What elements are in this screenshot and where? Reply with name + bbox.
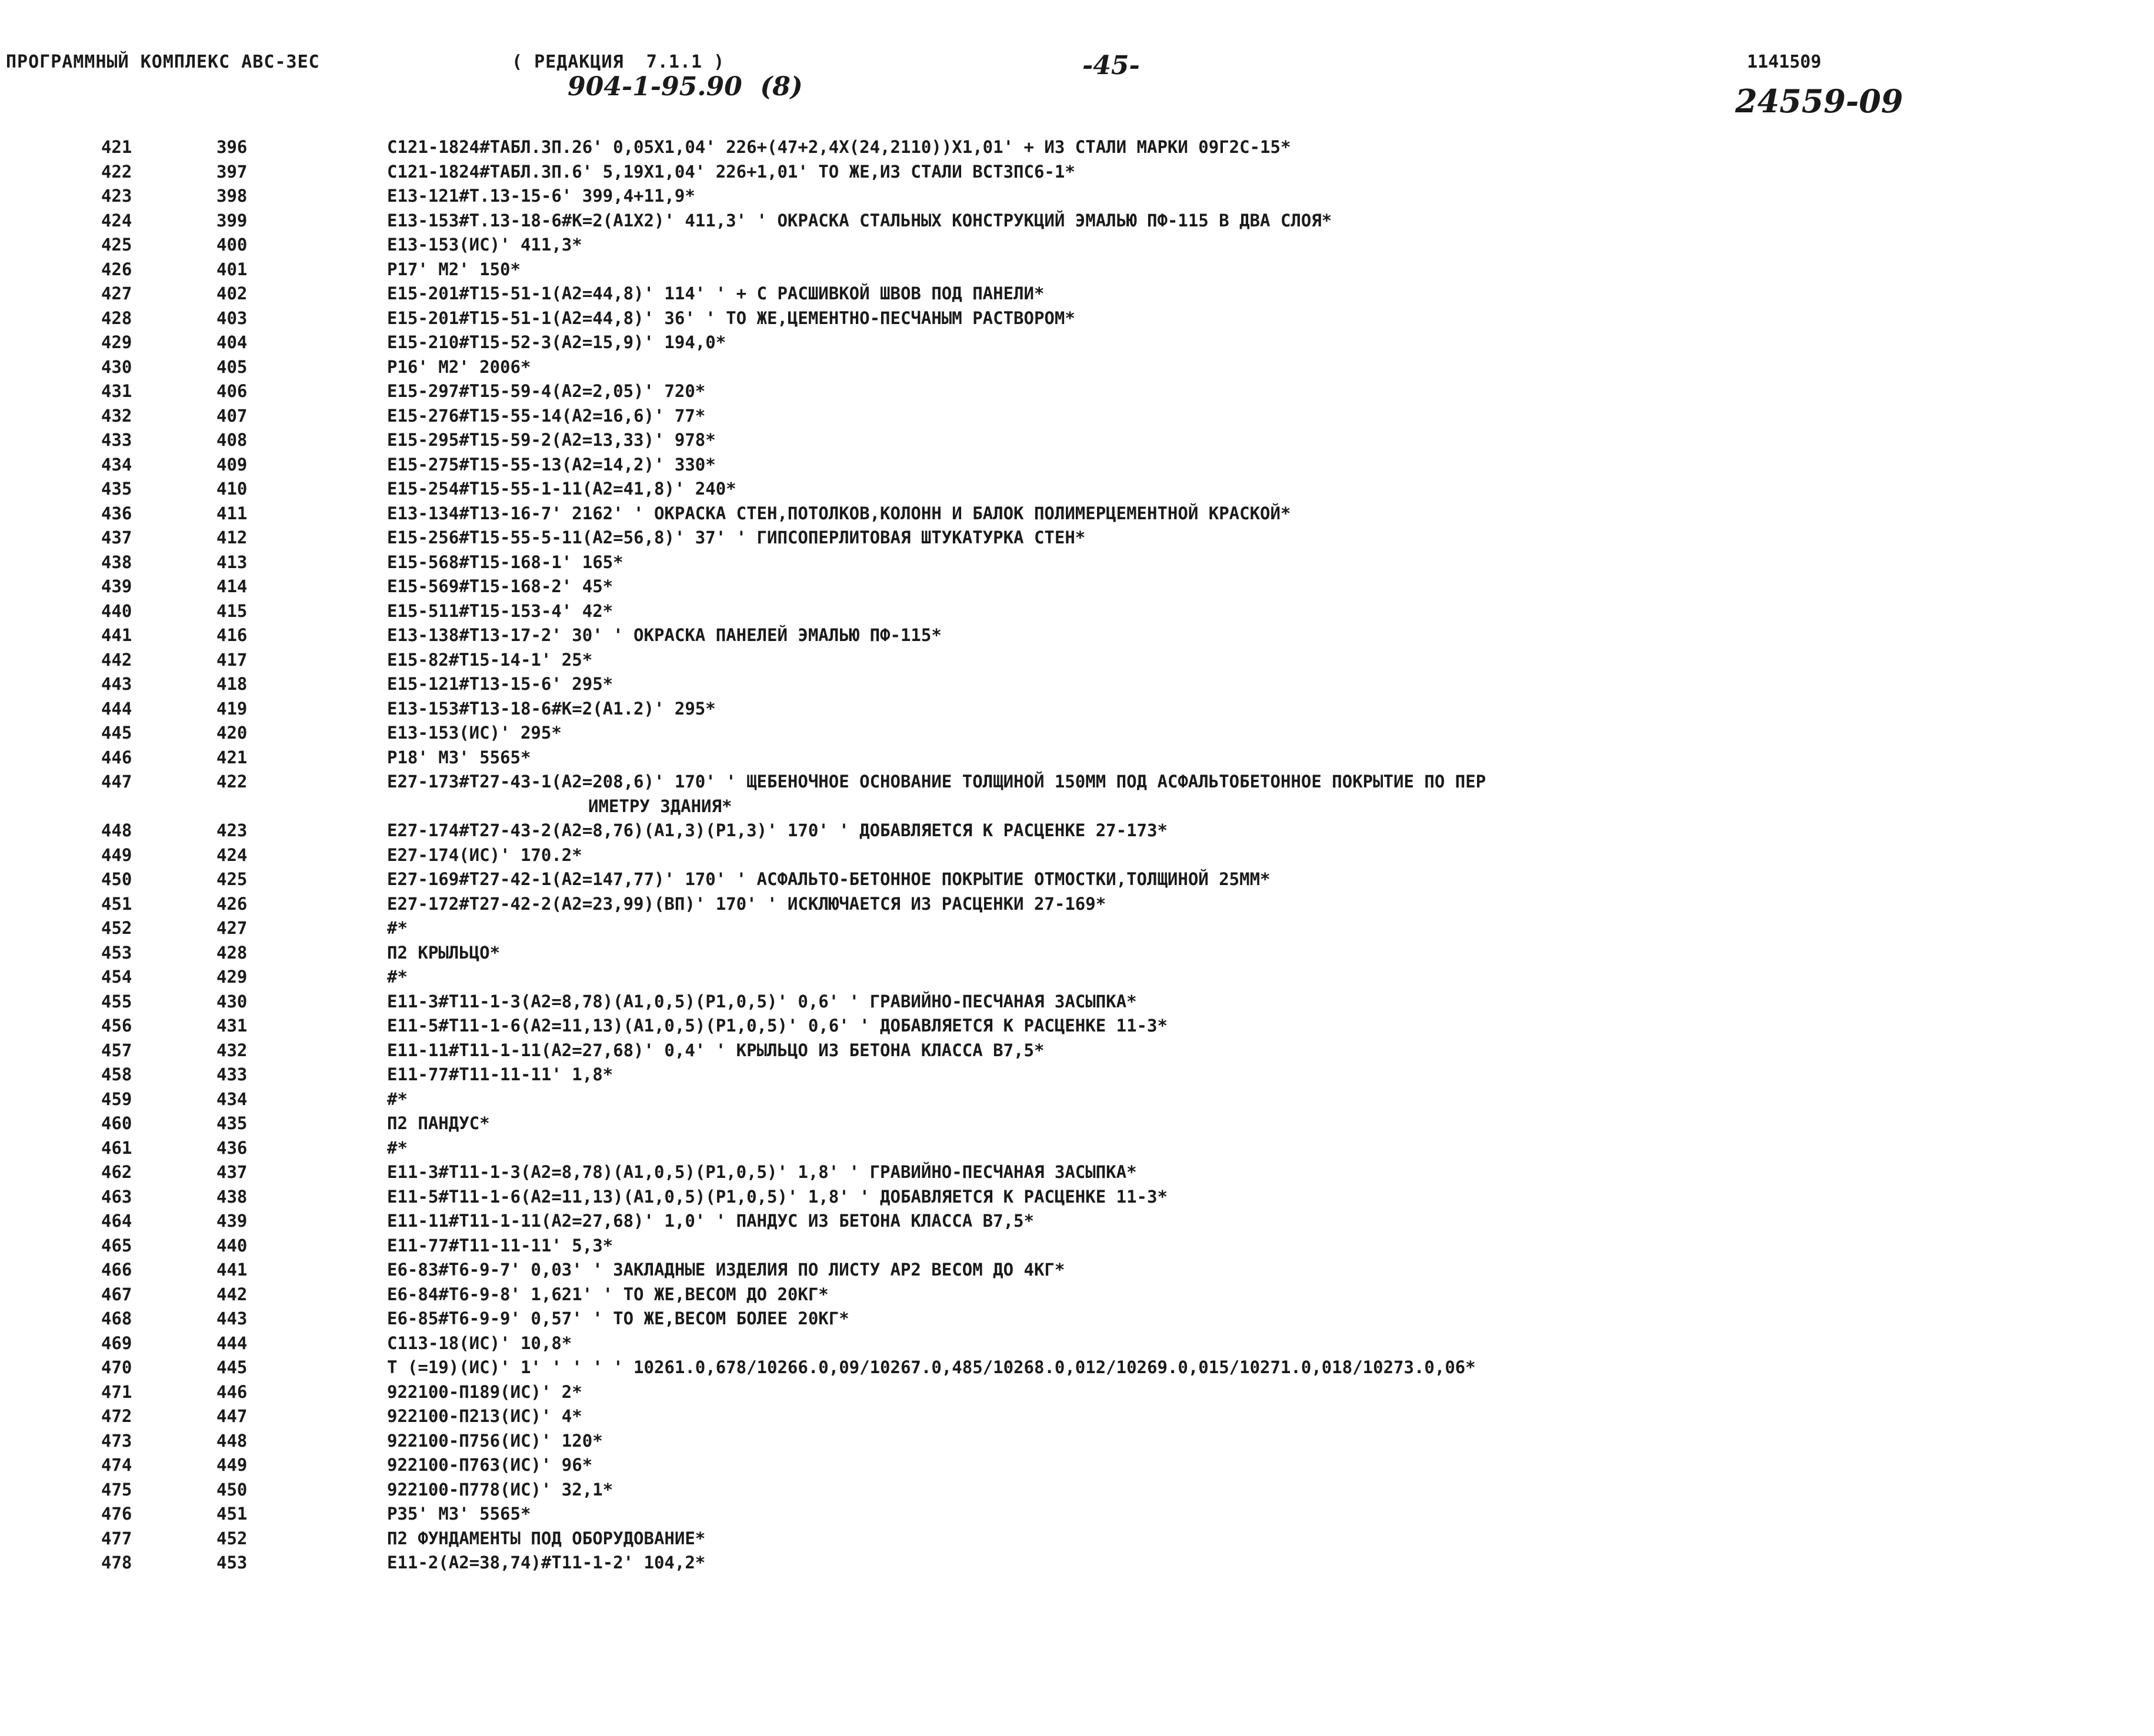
listing-row xyxy=(0,819,2154,843)
listing-row xyxy=(0,1404,2154,1429)
line-number: 473 xyxy=(101,1430,132,1451)
item-number: 431 xyxy=(216,1016,248,1036)
line-number: 441 xyxy=(101,625,132,645)
item-number: 418 xyxy=(216,674,248,694)
entry-text: Е15-121#Т13-15-6' 295* xyxy=(387,674,613,694)
line-number: 457 xyxy=(101,1040,132,1060)
listing-row xyxy=(0,965,2154,990)
entry-text: Е13-138#Т13-17-2' 30' ' ОКРАСКА ПАНЕЛЕЙ ЭМАЛЬЮ ПФ-115* xyxy=(387,625,942,645)
listing-row xyxy=(0,1307,2154,1331)
entry-text: С113-18(ИС)' 10,8* xyxy=(387,1333,572,1353)
listing-row xyxy=(0,1356,2154,1380)
entry-text: Р35' М3' 5565* xyxy=(387,1504,531,1524)
entry-text: 922100-П778(ИС)' 32,1* xyxy=(387,1479,613,1500)
entry-text: Е13-153#Т.13-18-6#К=2(А1Х2)' 411,3' ' ОКРАСКА СТАЛЬНЫХ КОНСТРУКЦИЙ ЭМАЛЬЮ ПФ-115 В ДВА СЛОЯ* xyxy=(387,210,1332,231)
entry-text: 922100-П189(ИС)' 2* xyxy=(387,1381,582,1402)
entry-text: 922100-П213(ИС)' 4* xyxy=(387,1406,582,1426)
entry-text: Е13-153#Т13-18-6#К=2(А1.2)' 295* xyxy=(387,698,716,719)
entry-text: #* xyxy=(387,1137,408,1158)
edition-label: ( РЕДАКЦИЯ 7.1.1 ) xyxy=(512,52,725,72)
item-number: 428 xyxy=(216,942,248,963)
entry-text: Е15-254#Т15-55-1-11(А2=41,8)' 240* xyxy=(387,479,736,499)
line-number: 446 xyxy=(101,747,132,767)
entry-text: С121-1824#ТАБЛ.3П.6' 5,19Х1,04' 226+1,01' ТО ЖЕ,ИЗ СТАЛИ ВСТ3ПС6-1* xyxy=(387,161,1075,182)
line-number: 440 xyxy=(101,600,132,621)
item-number: 443 xyxy=(216,1308,248,1328)
item-number: 412 xyxy=(216,528,248,547)
page-number: -45- xyxy=(1082,51,1140,81)
line-number: 459 xyxy=(101,1089,132,1109)
item-number: 402 xyxy=(216,283,248,303)
listing-row xyxy=(0,1551,2154,1575)
item-number: 420 xyxy=(216,723,248,743)
entry-text: 922100-П763(ИС)' 96* xyxy=(387,1455,593,1475)
line-number: 428 xyxy=(101,308,132,328)
entry-text: П2 ПАНДУС* xyxy=(387,1113,490,1133)
item-number: 438 xyxy=(216,1186,248,1207)
item-number: 444 xyxy=(216,1333,248,1353)
listing-row xyxy=(0,867,2154,892)
item-number: 441 xyxy=(216,1260,248,1280)
item-number: 440 xyxy=(216,1235,248,1256)
listing-row xyxy=(0,1209,2154,1234)
line-number: 432 xyxy=(101,405,132,426)
entry-text: Е15-256#Т15-55-5-11(А2=56,8)' 37' ' ГИПСОПЕРЛИТОВАЯ ШТУКАТУРКА СТЕН* xyxy=(387,528,1086,547)
item-number: 425 xyxy=(216,869,248,889)
line-number: 444 xyxy=(101,698,132,719)
item-number: 433 xyxy=(216,1064,248,1084)
line-number: 476 xyxy=(101,1504,132,1524)
line-number: 468 xyxy=(101,1308,132,1328)
line-number: 456 xyxy=(101,1016,132,1036)
line-number: 433 xyxy=(101,430,132,450)
line-number: 437 xyxy=(101,528,132,547)
line-number: 461 xyxy=(101,1137,132,1158)
entry-text: Т (=19)(ИС)' 1' ' ' ' ' 10261.0,678/10266.0,09/10267.0,485/10268.0,012/10269.0,015/10271.0,018/10273.0,06* xyxy=(387,1357,1476,1377)
listing-row xyxy=(0,648,2154,673)
line-number: 430 xyxy=(101,356,132,377)
item-number: 447 xyxy=(216,1406,248,1426)
listing-row xyxy=(0,135,2154,160)
item-number: 430 xyxy=(216,991,248,1011)
listing-row xyxy=(0,1039,2154,1063)
line-number: 458 xyxy=(101,1064,132,1084)
line-number: 427 xyxy=(101,283,132,303)
entry-text: Е11-3#Т11-1-3(А2=8,78)(А1,0,5)(Р1,0,5)' 1,8' ' ГРАВИЙНО-ПЕСЧАНАЯ ЗАСЫПКА* xyxy=(387,1162,1137,1182)
item-number: 452 xyxy=(216,1528,248,1548)
line-number: 431 xyxy=(101,381,132,401)
line-number: 469 xyxy=(101,1333,132,1353)
item-number: 442 xyxy=(216,1284,248,1304)
line-number: 438 xyxy=(101,552,132,572)
item-number: 429 xyxy=(216,967,248,987)
listing-row xyxy=(0,330,2154,355)
listing-row xyxy=(0,502,2154,526)
listing-row xyxy=(0,1087,2154,1112)
item-number: 414 xyxy=(216,576,248,596)
entry-text: Е11-77#Т11-11-11' 1,8* xyxy=(387,1064,613,1084)
item-number: 417 xyxy=(216,649,248,670)
listing-row xyxy=(0,1453,2154,1478)
item-number: 423 xyxy=(216,820,248,840)
entry-text: Е6-83#Т6-9-7' 0,03' ' ЗАКЛАДНЫЕ ИЗДЕЛИЯ ПО ЛИСТУ АР2 ВЕСОМ ДО 4КГ* xyxy=(387,1260,1065,1280)
item-number: 426 xyxy=(216,893,248,914)
line-number: 425 xyxy=(101,235,132,255)
entry-text: #* xyxy=(387,967,408,987)
listing-row xyxy=(0,1478,2154,1503)
listing-row xyxy=(0,1063,2154,1087)
entry-text: Е11-11#Т11-1-11(А2=27,68)' 0,4' ' КРЫЛЬЦО ИЗ БЕТОНА КЛАССА В7,5* xyxy=(387,1040,1045,1060)
line-number: 439 xyxy=(101,576,132,596)
item-number: 432 xyxy=(216,1040,248,1060)
line-number: 463 xyxy=(101,1186,132,1207)
document-number: 24559-09 xyxy=(1735,82,1903,120)
item-number: 403 xyxy=(216,308,248,328)
entry-text: Е15-201#Т15-51-1(А2=44,8)' 36' ' ТО ЖЕ,ЦЕМЕНТНО-ПЕСЧАНЫМ РАСТВОРОМ* xyxy=(387,308,1075,328)
item-number: 437 xyxy=(216,1162,248,1182)
item-number: 400 xyxy=(216,235,248,255)
document-code: 1141509 xyxy=(1747,52,1822,72)
item-number: 411 xyxy=(216,503,248,523)
item-number: 421 xyxy=(216,747,248,767)
item-number: 405 xyxy=(216,356,248,377)
item-number: 439 xyxy=(216,1211,248,1231)
listing-row xyxy=(0,453,2154,478)
item-number: 416 xyxy=(216,625,248,645)
line-number: 475 xyxy=(101,1479,132,1500)
listing-row xyxy=(0,1136,2154,1161)
entry-text: Р16' М2' 2006* xyxy=(387,356,531,377)
line-number: 447 xyxy=(101,772,132,792)
listing-row xyxy=(0,794,2154,819)
listing-row xyxy=(0,184,2154,209)
item-number: 449 xyxy=(216,1455,248,1475)
entry-text: Е15-201#Т15-51-1(А2=44,8)' 114' ' + С РАСШИВКОЙ ШВОВ ПОД ПАНЕЛИ* xyxy=(387,283,1045,303)
entry-text: С121-1824#ТАБЛ.3П.26' 0,05Х1,04' 226+(47+2,4Х(24,2110))Х1,01' + ИЗ СТАЛИ МАРКИ 09Г2С-15* xyxy=(387,137,1291,157)
item-number: 448 xyxy=(216,1430,248,1451)
listing-row xyxy=(0,721,2154,746)
entry-text: Е15-82#Т15-14-1' 25* xyxy=(387,649,593,670)
entry-text: Е27-174(ИС)' 170.2* xyxy=(387,844,582,865)
listing-row xyxy=(0,282,2154,306)
entry-text: Е27-169#Т27-42-1(А2=147,77)' 170' ' АСФАЛЬТО-БЕТОННОЕ ПОКРЫТИЕ ОТМОСТКИ,ТОЛЩИНОЙ 25ММ* xyxy=(387,869,1271,889)
entry-text: Е13-134#Т13-16-7' 2162' ' ОКРАСКА СТЕН,ПОТОЛКОВ,КОЛОНН И БАЛОК ПОЛИМЕРЦЕМЕНТНОЙ КРАСКОЙ* xyxy=(387,503,1291,523)
line-number: 474 xyxy=(101,1455,132,1475)
entry-text: Е11-77#Т11-11-11' 5,3* xyxy=(387,1235,613,1256)
entry-text: Е15-568#Т15-168-1' 165* xyxy=(387,552,623,572)
item-number: 396 xyxy=(216,137,248,157)
item-number: 401 xyxy=(216,259,248,279)
listing-row xyxy=(0,526,2154,550)
listing-row xyxy=(0,1185,2154,1210)
listing-row xyxy=(0,379,2154,404)
line-number: 471 xyxy=(101,1381,132,1402)
line-number: 464 xyxy=(101,1211,132,1231)
item-number: 445 xyxy=(216,1357,248,1377)
handwritten-reference: 904-1-95.90 (8) xyxy=(568,72,803,102)
entry-text: Е15-275#Т15-55-13(А2=14,2)' 330* xyxy=(387,454,716,475)
line-number: 478 xyxy=(101,1553,132,1573)
item-number: 397 xyxy=(216,161,248,182)
entry-text: Е11-5#Т11-1-6(А2=11,13)(А1,0,5)(Р1,0,5)' 0,6' ' ДОБАВЛЯЕТСЯ К РАСЦЕНКЕ 11-3* xyxy=(387,1016,1168,1036)
item-number: 446 xyxy=(216,1381,248,1402)
item-number: 409 xyxy=(216,454,248,475)
entry-text: Е13-121#Т.13-15-6' 399,4+11,9* xyxy=(387,186,695,206)
listing-row xyxy=(0,209,2154,233)
listing-row xyxy=(0,1014,2154,1039)
line-number: 442 xyxy=(101,649,132,670)
listing-row xyxy=(0,892,2154,917)
item-number: 451 xyxy=(216,1504,248,1524)
listing-row xyxy=(0,1502,2154,1527)
entry-text: #* xyxy=(387,918,408,938)
entry-text: Е6-85#Т6-9-9' 0,57' ' ТО ЖЕ,ВЕСОМ БОЛЕЕ 20КГ* xyxy=(387,1308,849,1328)
entry-text: Е13-153(ИС)' 295* xyxy=(387,723,562,743)
listing-row xyxy=(0,770,2154,794)
listing-row xyxy=(0,1111,2154,1136)
item-number: 422 xyxy=(216,772,248,792)
line-number: 423 xyxy=(101,186,132,206)
entry-text: П2 КРЫЛЬЦО* xyxy=(387,942,501,963)
line-number: 421 xyxy=(101,137,132,157)
listing-row xyxy=(0,1258,2154,1283)
entry-text: Е11-11#Т11-1-11(А2=27,68)' 1,0' ' ПАНДУС ИЗ БЕТОНА КЛАССА В7,5* xyxy=(387,1211,1034,1231)
line-number: 452 xyxy=(101,918,132,938)
line-number: 472 xyxy=(101,1406,132,1426)
line-number: 453 xyxy=(101,942,132,963)
item-number: 436 xyxy=(216,1137,248,1158)
item-number: 434 xyxy=(216,1089,248,1109)
line-number: 448 xyxy=(101,820,132,840)
entry-text: Е15-295#Т15-59-2(А2=13,33)' 978* xyxy=(387,430,716,450)
listing-row xyxy=(0,306,2154,331)
listing-row xyxy=(0,355,2154,380)
line-number: 465 xyxy=(101,1235,132,1256)
entry-text: Е15-210#Т15-52-3(А2=15,9)' 194,0* xyxy=(387,332,726,352)
item-number: 424 xyxy=(216,844,248,865)
line-number: 454 xyxy=(101,967,132,987)
listing-row xyxy=(0,404,2154,429)
line-number: 466 xyxy=(101,1260,132,1280)
entry-text: ИМЕТРУ ЗДАНИЯ* xyxy=(588,796,732,816)
line-number: 462 xyxy=(101,1162,132,1182)
entry-text: Р18' М3' 5565* xyxy=(387,747,531,767)
listing-row xyxy=(0,990,2154,1014)
entry-text: П2 ФУНДАМЕНТЫ ПОД ОБОРУДОВАНИЕ* xyxy=(387,1528,706,1548)
listing-row xyxy=(0,1380,2154,1405)
listing-row xyxy=(0,672,2154,697)
listing-row xyxy=(0,1527,2154,1551)
listing-row xyxy=(0,623,2154,648)
entry-text: Е15-511#Т15-153-4' 42* xyxy=(387,600,613,621)
entry-text: Е6-84#Т6-9-8' 1,621' ' ТО ЖЕ,ВЕСОМ ДО 20КГ* xyxy=(387,1284,829,1304)
listing-row xyxy=(0,843,2154,868)
listing-row xyxy=(0,477,2154,502)
line-number: 470 xyxy=(101,1357,132,1377)
line-number: 445 xyxy=(101,723,132,743)
entry-text: Е13-153(ИС)' 411,3* xyxy=(387,235,582,255)
item-number: 398 xyxy=(216,186,248,206)
line-number: 426 xyxy=(101,259,132,279)
item-number: 415 xyxy=(216,600,248,621)
entry-text: Е11-2(А2=38,74)#Т11-1-2' 104,2* xyxy=(387,1553,706,1573)
entry-text: 922100-П756(ИС)' 120* xyxy=(387,1430,603,1451)
entry-text: Е27-172#Т27-42-2(А2=23,99)(ВП)' 170' ' ИСКЛЮЧАЕТСЯ ИЗ РАСЦЕНКИ 27-169* xyxy=(387,893,1106,914)
listing-row xyxy=(0,233,2154,258)
item-number: 399 xyxy=(216,210,248,231)
item-number: 453 xyxy=(216,1553,248,1573)
listing-row xyxy=(0,916,2154,941)
line-number: 450 xyxy=(101,869,132,889)
listing-row xyxy=(0,428,2154,453)
entry-text: Е15-276#Т15-55-14(А2=16,6)' 77* xyxy=(387,405,706,426)
entry-text: Е15-569#Т15-168-2' 45* xyxy=(387,576,613,596)
line-number: 435 xyxy=(101,479,132,499)
listing-row xyxy=(0,599,2154,624)
line-number: 477 xyxy=(101,1528,132,1548)
listing-row xyxy=(0,1331,2154,1356)
listing-row xyxy=(0,941,2154,966)
item-number: 407 xyxy=(216,405,248,426)
item-number: 406 xyxy=(216,381,248,401)
entry-text: Е27-174#Т27-43-2(А2=8,76)(А1,3)(Р1,3)' 170' ' ДОБАВЛЯЕТСЯ К РАСЦЕНКЕ 27-173* xyxy=(387,820,1168,840)
listing-rows xyxy=(0,135,2154,1575)
item-number: 419 xyxy=(216,698,248,719)
line-number: 451 xyxy=(101,893,132,914)
entry-text: Р17' М2' 150* xyxy=(387,259,521,279)
item-number: 408 xyxy=(216,430,248,450)
listing-row xyxy=(0,1429,2154,1454)
line-number: 467 xyxy=(101,1284,132,1304)
line-number: 449 xyxy=(101,844,132,865)
line-number: 434 xyxy=(101,454,132,475)
entry-text: Е11-3#Т11-1-3(А2=8,78)(А1,0,5)(Р1,0,5)' 0,6' ' ГРАВИЙНО-ПЕСЧАНАЯ ЗАСЫПКА* xyxy=(387,991,1137,1011)
line-number: 455 xyxy=(101,991,132,1011)
listing-row xyxy=(0,258,2154,282)
listing-row xyxy=(0,1160,2154,1185)
listing-row xyxy=(0,697,2154,722)
listing-row xyxy=(0,575,2154,599)
item-number: 427 xyxy=(216,918,248,938)
line-number: 460 xyxy=(101,1113,132,1133)
listing-row xyxy=(0,550,2154,575)
entry-text: Е27-173#Т27-43-1(А2=208,6)' 170' ' ЩЕБЕНОЧНОЕ ОСНОВАНИЕ ТОЛЩИНОЙ 150ММ ПОД АСФАЛЬТОБЕТОННОЕ ПОКРЫТИЕ ПО ПЕР xyxy=(387,772,1486,792)
line-number: 422 xyxy=(101,161,132,182)
item-number: 404 xyxy=(216,332,248,352)
program-title: ПРОГРАММНЫЙ КОМПЛЕКС АВС-3ЕС xyxy=(6,52,320,72)
listing-row xyxy=(0,746,2154,770)
listing-row xyxy=(0,160,2154,185)
listing-row xyxy=(0,1234,2154,1258)
item-number: 410 xyxy=(216,479,248,499)
line-number: 424 xyxy=(101,210,132,231)
entry-text: #* xyxy=(387,1089,408,1109)
line-number: 436 xyxy=(101,503,132,523)
line-number: 443 xyxy=(101,674,132,694)
entry-text: Е15-297#Т15-59-4(А2=2,05)' 720* xyxy=(387,381,706,401)
item-number: 435 xyxy=(216,1113,248,1133)
item-number: 413 xyxy=(216,552,248,572)
listing-row xyxy=(0,1283,2154,1307)
line-number: 429 xyxy=(101,332,132,352)
entry-text: Е11-5#Т11-1-6(А2=11,13)(А1,0,5)(Р1,0,5)' 1,8' ' ДОБАВЛЯЕТСЯ К РАСЦЕНКЕ 11-3* xyxy=(387,1186,1168,1207)
item-number: 450 xyxy=(216,1479,248,1500)
